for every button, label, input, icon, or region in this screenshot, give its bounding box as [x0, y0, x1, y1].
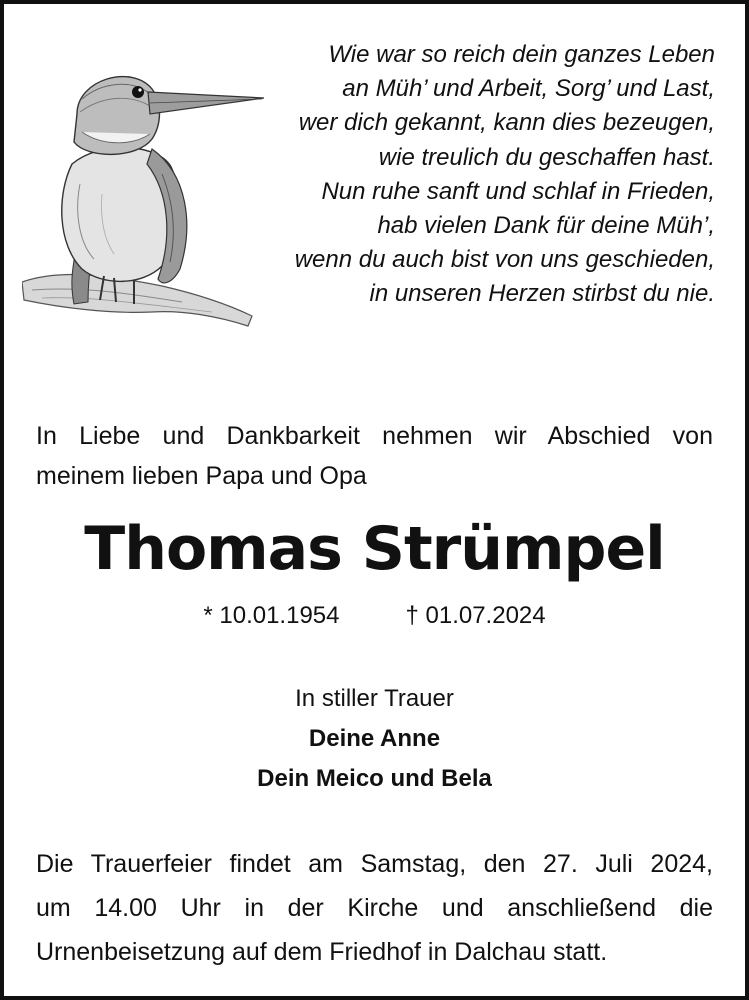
mourners	[4, 679, 745, 799]
life-dates	[4, 602, 745, 630]
funeral-info	[36, 842, 713, 974]
poem-line: wenn du auch bist von uns geschieden,	[294, 246, 715, 274]
kingfisher-illustration-icon	[22, 54, 272, 354]
farewell-intro	[36, 416, 713, 496]
deceased-name: Thomas Strümpel	[84, 514, 665, 584]
intro-line: meinem lieben Papa und Opa	[36, 462, 367, 490]
birth-date: * 10.01.1954	[203, 602, 340, 629]
funeral-line: Urnenbeisetzung auf dem Friedhof in Dalchau statt.	[36, 938, 608, 966]
poem-line: wer dich gekannt, kann dies bezeugen,	[298, 109, 715, 137]
intro-line: In Liebe und Dankbarkeit nehmen wir Abschied von	[36, 422, 713, 450]
mourning-heading: In stiller Trauer	[295, 685, 454, 712]
poem-line: Wie war so reich dein ganzes Leben	[328, 41, 715, 68]
poem	[295, 38, 715, 312]
poem-line: Nun ruhe sanft und schlaf in Frieden,	[321, 177, 715, 205]
poem-line: an Müh’ und Arbeit, Sorg’ und Last,	[342, 75, 715, 103]
mourner-name: Dein Meico und Bela	[257, 765, 492, 792]
funeral-line: um 14.00 Uhr in der Kirche und anschließend die	[36, 894, 713, 922]
poem-line: hab vielen Dank für deine Müh’,	[377, 212, 715, 240]
poem-line: in unseren Herzen stirbst du nie.	[369, 280, 715, 308]
death-date: † 01.07.2024	[405, 602, 546, 629]
poem-line: wie treulich du geschaffen hast.	[378, 143, 715, 171]
mourner-name: Deine Anne	[308, 725, 441, 752]
funeral-line: Die Trauerfeier findet am Samstag, den 27. Juli 2024,	[36, 850, 713, 878]
